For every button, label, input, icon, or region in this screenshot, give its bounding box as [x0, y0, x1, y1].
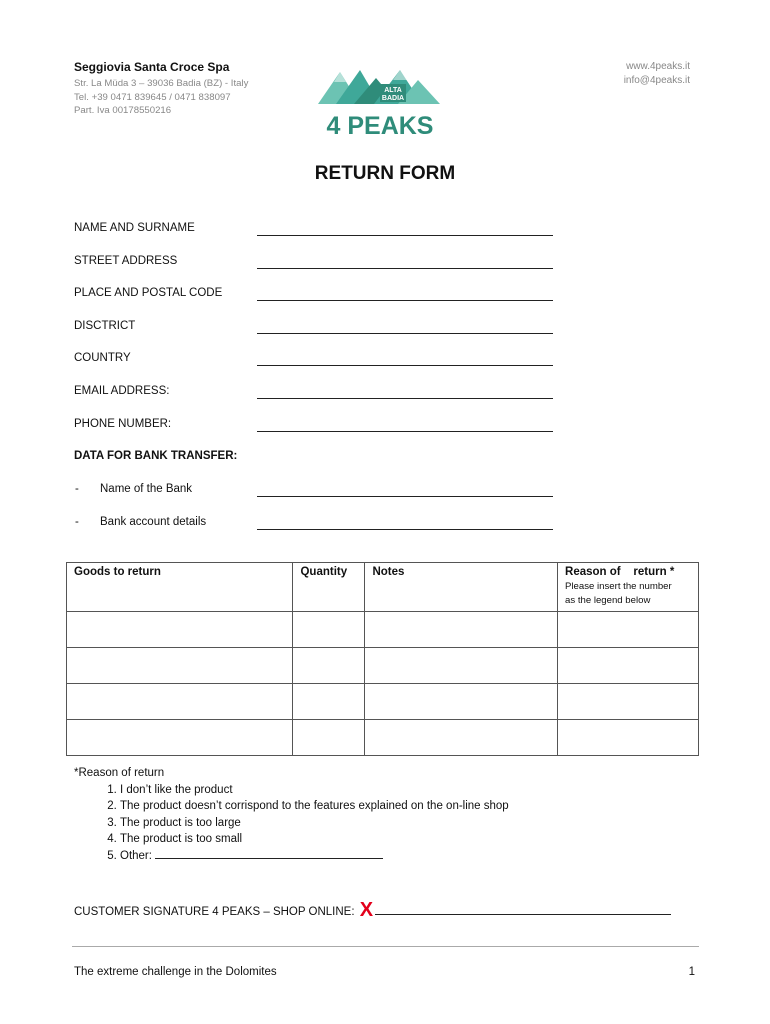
- reason-note-line-2: as the legend below: [565, 595, 651, 606]
- legend-heading: *Reason of return: [74, 767, 165, 779]
- goods-cell[interactable]: [67, 684, 293, 720]
- field-label-country: COUNTRY: [74, 352, 131, 364]
- quantity-cell[interactable]: [293, 720, 365, 756]
- reason-cell[interactable]: [558, 684, 699, 720]
- other-input-line[interactable]: [155, 848, 383, 859]
- footer-divider: [72, 946, 699, 947]
- page-number: 1: [688, 966, 695, 978]
- bank-account-input-line[interactable]: [257, 529, 553, 530]
- list-dash: -: [75, 483, 79, 495]
- table-row: [67, 612, 699, 648]
- form-title: RETURN FORM: [314, 163, 456, 184]
- email-link[interactable]: info@4peaks.it: [623, 75, 690, 86]
- header-goods: Goods to return: [67, 563, 293, 612]
- quantity-cell[interactable]: [293, 648, 365, 684]
- header-quantity: Quantity: [293, 563, 365, 612]
- website-link[interactable]: www.4peaks.it: [626, 61, 690, 72]
- reason-cell[interactable]: [558, 720, 699, 756]
- header-reason: [558, 563, 699, 612]
- header-reason-note: [565, 580, 691, 608]
- goods-table: [66, 562, 699, 756]
- table-row: [67, 684, 699, 720]
- list-dash: -: [75, 516, 79, 528]
- company-name: Seggiovia Santa Croce Spa: [74, 60, 230, 74]
- notes-cell[interactable]: [365, 648, 558, 684]
- list-item: 3. The product is too large: [120, 815, 509, 832]
- bank-heading: DATA FOR BANK TRANSFER:: [74, 450, 238, 462]
- 4peaks-logo: [314, 66, 446, 138]
- logo-badge-line-2: BADIA: [381, 95, 405, 102]
- notes-cell[interactable]: [365, 612, 558, 648]
- goods-cell[interactable]: [67, 720, 293, 756]
- list-item: [120, 848, 509, 865]
- field-label-phone: PHONE NUMBER:: [74, 418, 172, 430]
- field-label-street: STREET ADDRESS: [74, 255, 178, 267]
- bank-name-input-line[interactable]: [257, 496, 553, 497]
- legend-list: [74, 782, 509, 865]
- logo-text: 4 PEAKS: [326, 112, 434, 138]
- reason-cell[interactable]: [558, 612, 699, 648]
- phone-line: Tel. +39 0471 839645 / 0471 838097: [74, 91, 231, 103]
- reason-legend: [74, 765, 509, 864]
- header-notes: Notes: [365, 563, 558, 612]
- list-item: 1. I don’t like the product: [120, 782, 509, 799]
- field-label-bank-account: Bank account details: [100, 516, 207, 528]
- signature-row: [74, 899, 671, 922]
- company-address: [74, 77, 248, 118]
- goods-cell[interactable]: [67, 648, 293, 684]
- email-input-line[interactable]: [257, 398, 553, 399]
- signature-label: CUSTOMER SIGNATURE 4 PEAKS – SHOP ONLINE:: [74, 906, 355, 918]
- vat-line: Part. Iva 00178550216: [74, 105, 172, 116]
- field-label-district: DISCTRICT: [74, 320, 136, 332]
- field-label-bank-name: Name of the Bank: [100, 483, 193, 495]
- goods-cell[interactable]: [67, 612, 293, 648]
- signature-input-line[interactable]: [375, 902, 671, 915]
- table-row: [67, 648, 699, 684]
- quantity-cell[interactable]: [293, 612, 365, 648]
- contact-info: [624, 60, 690, 88]
- other-label: Other:: [120, 849, 152, 862]
- place-input-line[interactable]: [257, 300, 553, 301]
- notes-cell[interactable]: [365, 684, 558, 720]
- country-input-line[interactable]: [257, 365, 553, 366]
- address-line: Str. La Müda 3 – 39036 Badia (BZ) - Italy: [74, 78, 249, 89]
- notes-cell[interactable]: [365, 720, 558, 756]
- district-input-line[interactable]: [257, 333, 553, 334]
- header-reason-label: Reason of return *: [565, 566, 675, 578]
- table-row: [67, 720, 699, 756]
- logo-badge-line-1: ALTA: [384, 87, 402, 94]
- field-label-email: EMAIL ADDRESS:: [74, 385, 170, 397]
- list-item: 4. The product is too small: [120, 831, 509, 848]
- list-item: 2. The product doesn’t corrispond to the features explained on the on-line shop: [120, 798, 509, 815]
- street-input-line[interactable]: [257, 268, 553, 269]
- name-input-line[interactable]: [257, 235, 553, 236]
- reason-cell[interactable]: [558, 648, 699, 684]
- quantity-cell[interactable]: [293, 684, 365, 720]
- table-header-row: [67, 563, 699, 612]
- signature-x-mark: X: [359, 899, 374, 921]
- reason-note-line-1: Please insert the number: [565, 581, 672, 592]
- phone-input-line[interactable]: [257, 431, 553, 432]
- field-label-name: NAME AND SURNAME: [74, 222, 195, 234]
- footer-tagline: The extreme challenge in the Dolomites: [74, 966, 277, 978]
- field-label-place: PLACE AND POSTAL CODE: [74, 287, 223, 299]
